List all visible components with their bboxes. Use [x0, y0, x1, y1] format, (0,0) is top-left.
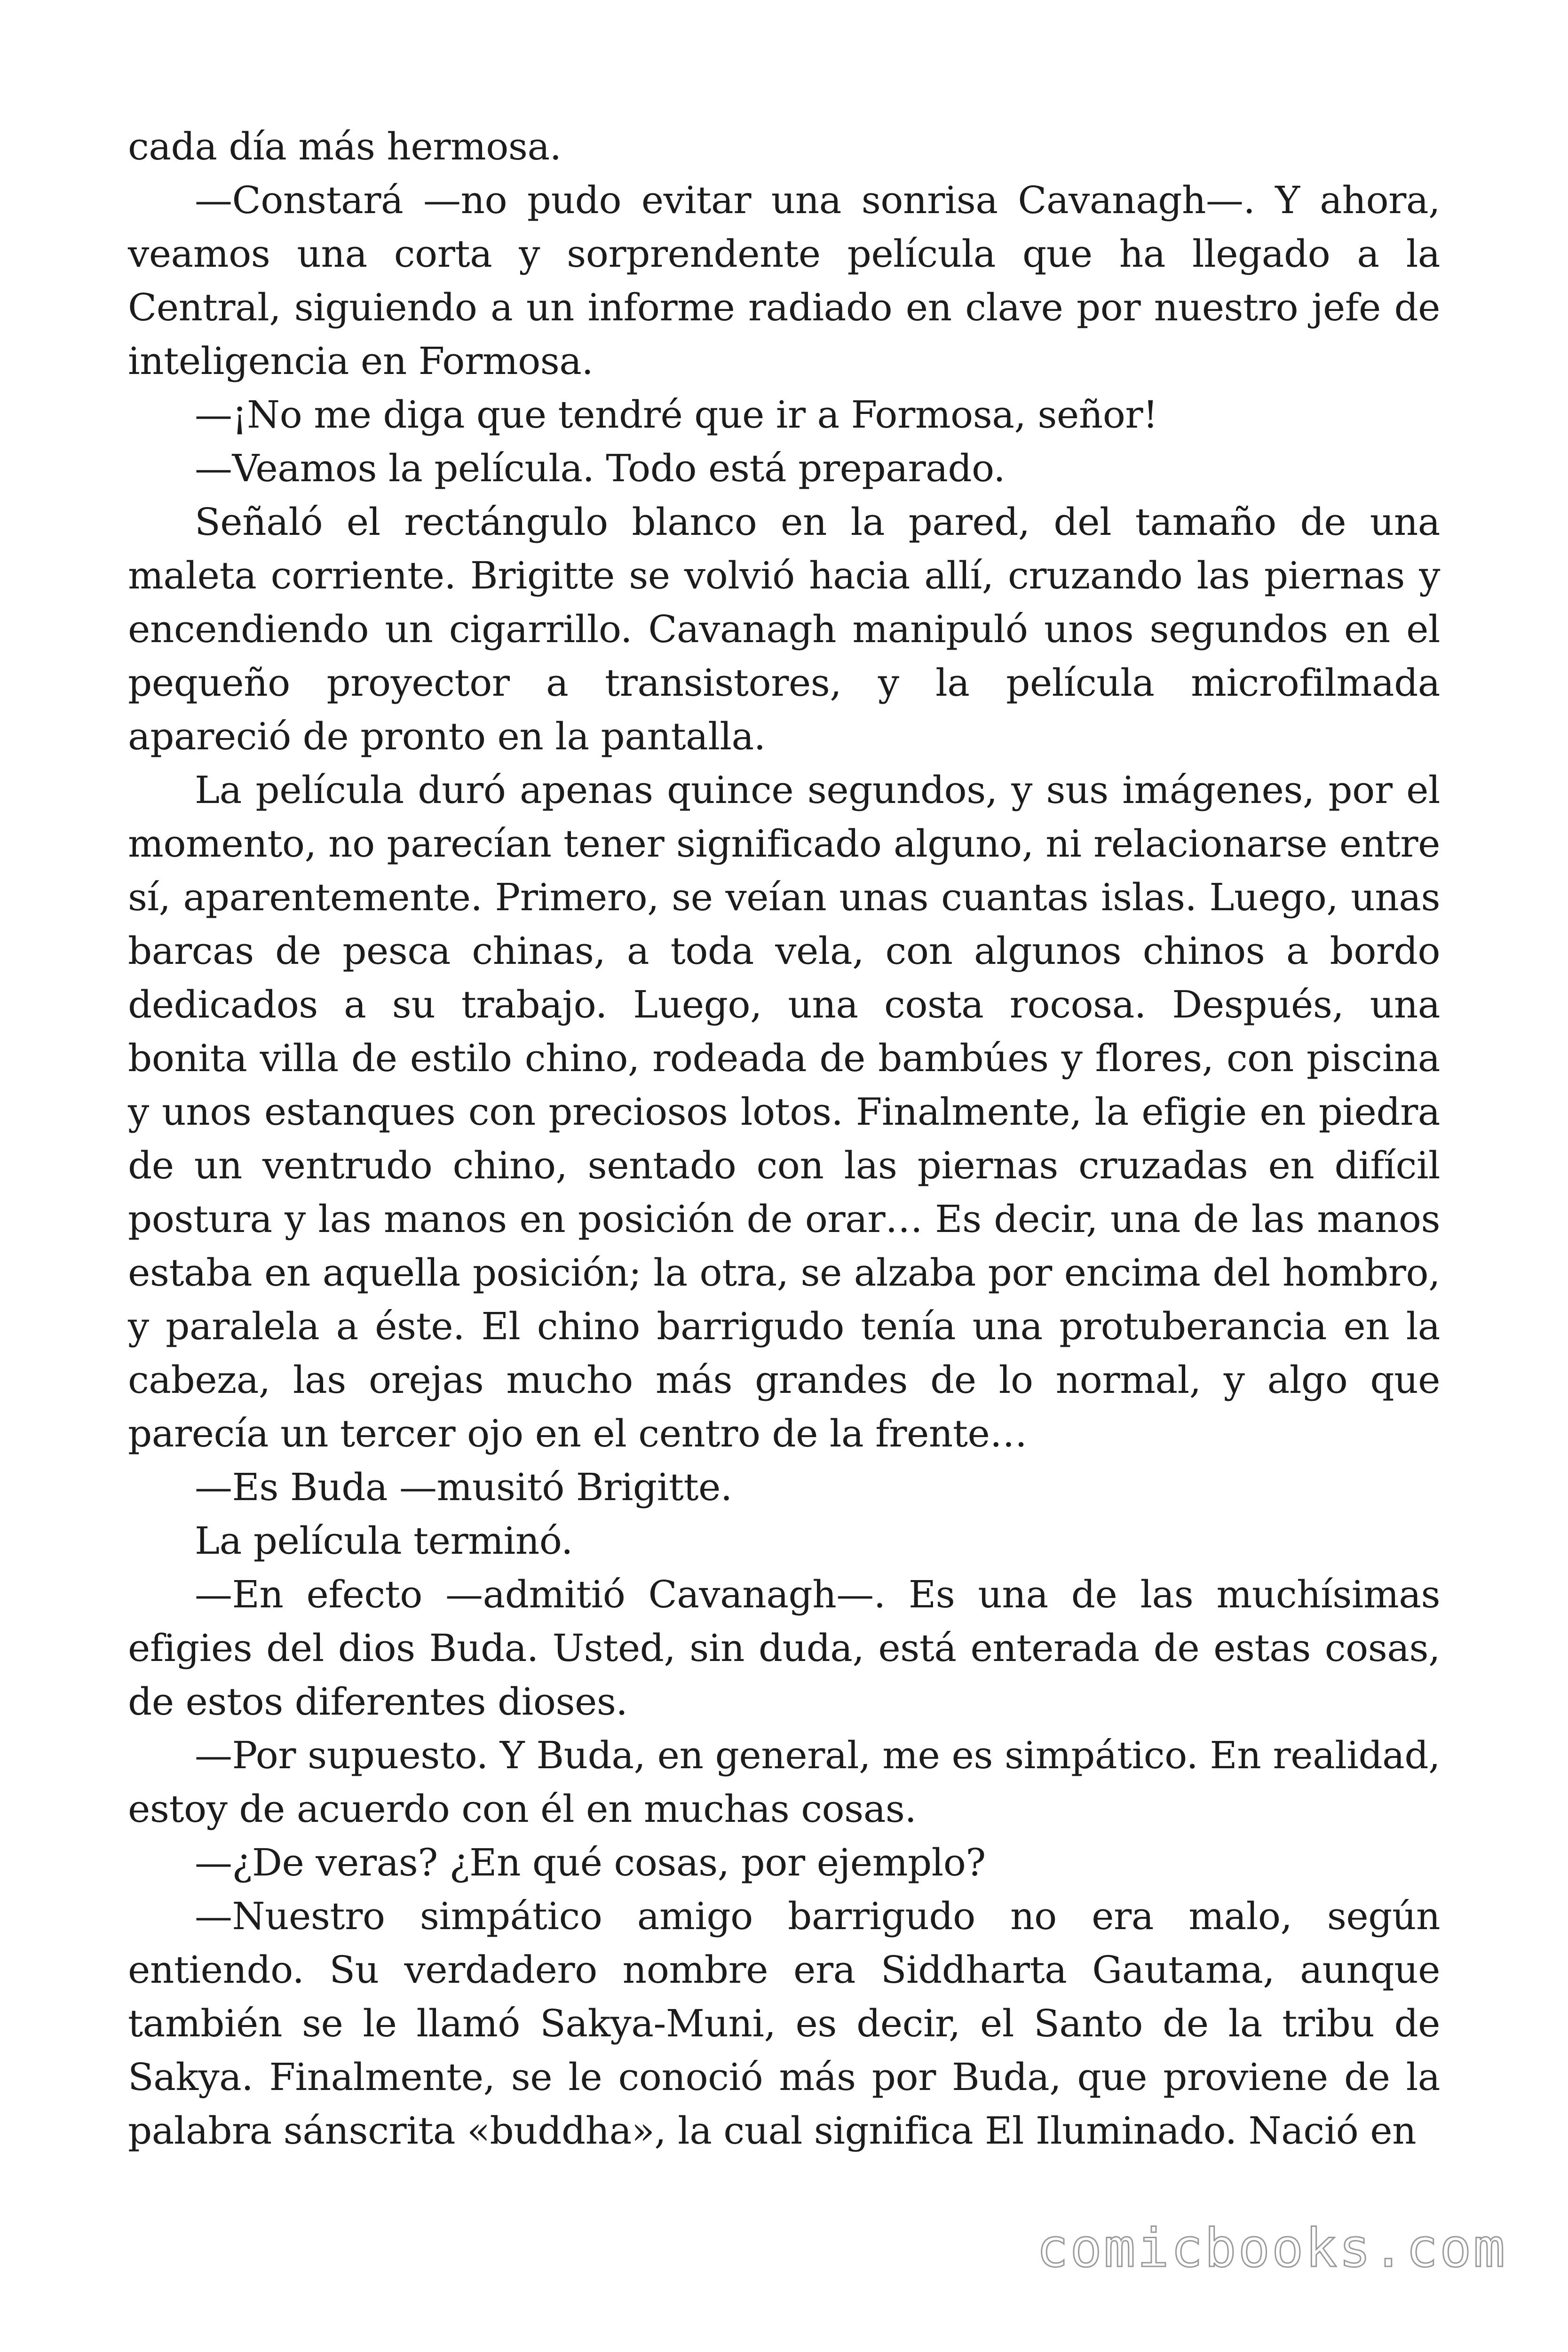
paragraph-11: —¿De veras? ¿En qué cosas, por ejemplo?: [195, 1841, 986, 1884]
watermark: comicbooks.com: [1036, 2218, 1507, 2279]
paragraph-5: Señaló el rectángulo blanco en la pared, del tamaño de una maleta corriente. Brigitte se volvió hacia allí, cruzando las piernas y encendiendo un cigarrillo. Cavanagh manipuló unos segundos en el pequeño proyector a transistores, y la película microfilmada apareció de pronto en la pantalla.: [128, 500, 1440, 758]
paragraph-3: —¡No me diga que tendré que ir a Formosa, señor!: [195, 393, 1158, 437]
paragraph-6: La película duró apenas quince segundos, y sus imágenes, por el momento, no parecían tener significado alguno, ni relacionarse entre sí, aparentemente. Primero, se veían unas cuantas islas. Luego, unas barcas de pesca chinas, a toda vela, con algunos chinos a bordo dedicados a su trabajo. Luego, una costa rocosa. Después, una bonita villa de estilo chino, rodeada de bambúes y flores, con piscina y unos estanques con preciosos lotos. Finalmente, la efigie en piedra de un ventrudo chino, sentado con las piernas cruzadas en difícil postura y las manos en posición de orar… Es decir, una de las manos estaba en aquella posición; la otra, se alzaba por encima del hombro, y paralela a éste. El chino barrigudo tenía una protuberancia en la cabeza, las orejas mucho más grandes de lo normal, y algo que parecía un tercer ojo en el centro de la frente…: [128, 768, 1440, 1455]
paragraph-7: —Es Buda —musitó Brigitte.: [195, 1465, 732, 1509]
paragraph-8: La película terminó.: [195, 1519, 573, 1563]
page-text: [128, 120, 1440, 2158]
paragraph-9: —En efecto —admitió Cavanagh—. Es una de las muchísimas efigies del dios Buda. Usted, sin duda, está enterada de estas cosas, de estos diferentes dioses.: [128, 1573, 1440, 1724]
paragraph-1: cada día más hermosa.: [128, 125, 562, 168]
paragraph-2: —Constará —no pudo evitar una sonrisa Cavanagh—. Y ahora, veamos una corta y sorprendente película que ha llegado a la Central, siguiendo a un informe radiado en clave por nuestro jefe de inteligencia en Formosa.: [128, 178, 1440, 383]
paragraph-12: —Nuestro simpático amigo barrigudo no era malo, según entiendo. Su verdadero nombre era Siddharta Gautama, aunque también se le llamó Sakya-Muni, es decir, el Santo de la tribu de Sakya. Finalmente, se le conoció más por Buda, que proviene de la palabra sánscrita «buddha», la cual significa El Iluminado. Nació en: [128, 1894, 1440, 2153]
paragraph-4: —Veamos la película. Todo está preparado.: [195, 446, 1006, 490]
paragraph-10: —Por supuesto. Y Buda, en general, me es simpático. En realidad, estoy de acuerdo con él en muchas cosas.: [128, 1733, 1440, 1831]
